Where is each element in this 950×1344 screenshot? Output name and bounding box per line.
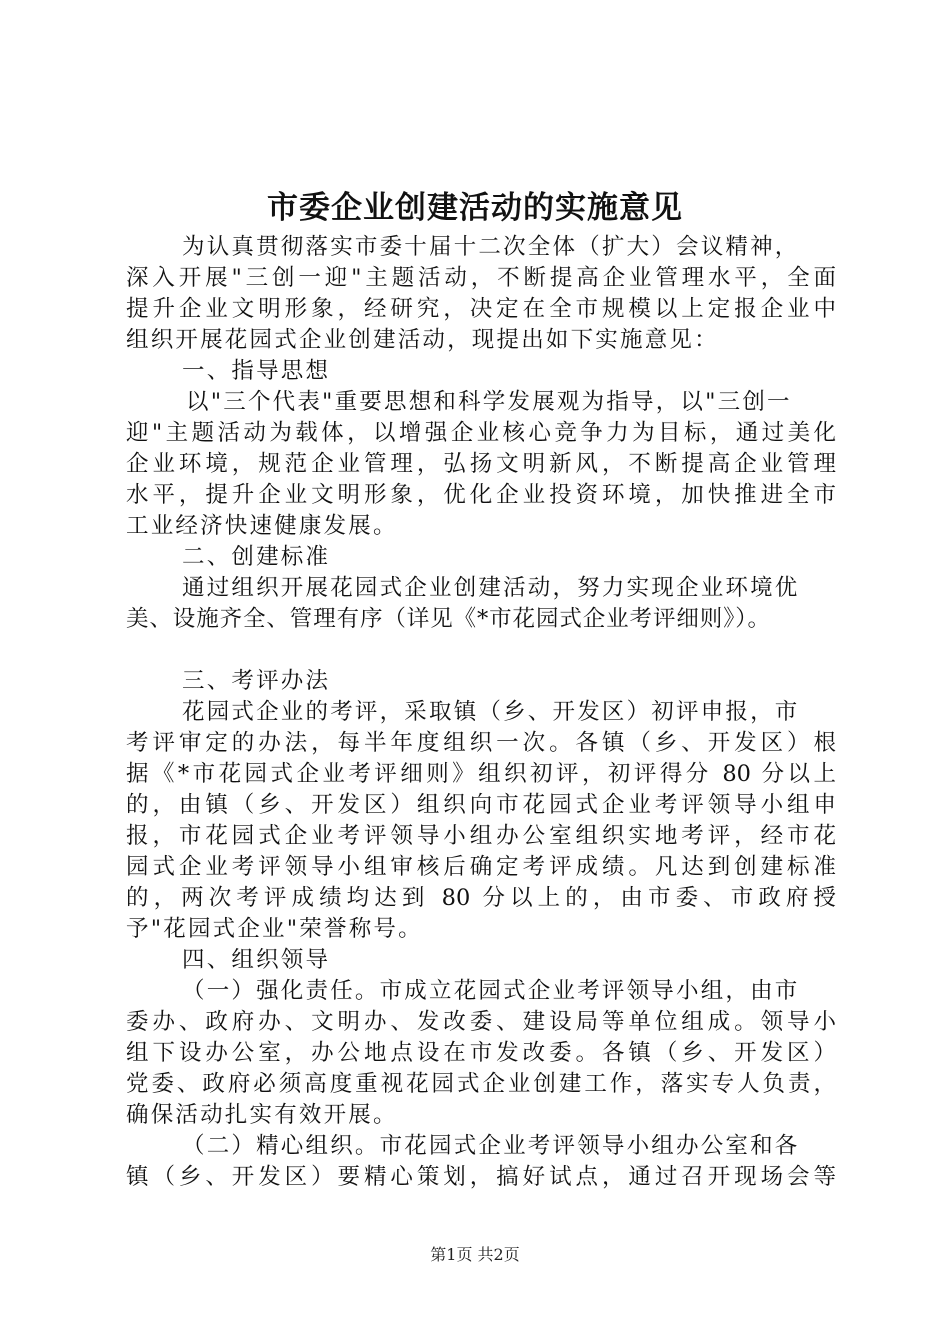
paragraph-line: 工业经济快速健康发展。 [126, 513, 398, 539]
paragraph-line: 的，由镇（乡、开发区）组织向市花园式企业考评领导小组申 [126, 792, 836, 818]
paragraph-line: 组织开展花园式企业创建活动，现提出如下实施意见： [126, 327, 719, 353]
document-body [126, 232, 836, 1193]
section-heading: 一、指导思想 [182, 358, 331, 384]
paragraph-line: 据《*市花园式企业考评细则》组织初评，初评得分 80 分以上 [126, 761, 836, 787]
paragraph-line: 的，两次考评成绩均达到 80 分以上的，由市委、市政府授 [126, 885, 836, 911]
paragraph-line: 美、设施齐全、管理有序（详见《*市花园式企业考评细则》）。 [126, 606, 771, 632]
paragraph-line: 园式企业考评领导小组审核后确定考评成绩。凡达到创建标准 [126, 854, 836, 880]
section-heading: 三、考评办法 [182, 668, 331, 694]
paragraph-line: 以"三个代表"重要思想和科学发展观为指导，以"三创一 [186, 389, 792, 415]
paragraph-line: 委办、政府办、文明办、发改委、建设局等单位组成。领导小 [126, 1009, 836, 1035]
section-heading: 二、创建标准 [182, 544, 331, 570]
paragraph-line: （二）精心组织。市花园式企业考评领导小组办公室和各 [182, 1133, 800, 1159]
paragraph-line: 为认真贯彻落实市委十届十二次全体（扩大）会议精神， [182, 234, 800, 260]
paragraph-line: 花园式企业的考评，采取镇（乡、开发区）初评申报，市 [182, 699, 800, 725]
paragraph-line: 确保活动扎实有效开展。 [126, 1102, 398, 1128]
section-heading: 四、组织领导 [182, 947, 331, 973]
paragraph-line: 企业环境，规范企业管理，弘扬文明新风，不断提高企业管理 [126, 451, 836, 477]
paragraph-line: 提升企业文明形象，经研究，决定在全市规模以上定报企业中 [126, 296, 836, 322]
document-title: 市委企业创建活动的实施意见 [267, 190, 683, 226]
paragraph-line: 予"花园式企业"荣誉称号。 [126, 916, 423, 942]
blank-line [126, 635, 836, 666]
paragraph-line: 深入开展"三创一迎"主题活动，不断提高企业管理水平，全面 [126, 265, 836, 291]
paragraph-line: 水平，提升企业文明形象，优化企业投资环境，加快推进全市 [126, 482, 836, 508]
paragraph-line: 迎"主题活动为载体，以增强企业核心竞争力为目标，通过美化 [126, 420, 836, 446]
page-footer: 第1页 共2页 [430, 1245, 520, 1264]
paragraph-line: 报，市花园式企业考评领导小组办公室组织实地考评，经市花 [126, 823, 836, 849]
paragraph-line: 镇（乡、开发区）要精心策划，搞好试点，通过召开现场会等 [126, 1164, 836, 1190]
paragraph-line: 考评审定的办法，每半年度组织一次。各镇（乡、开发区）根 [126, 730, 836, 756]
paragraph-line: （一）强化责任。市成立花园式企业考评领导小组，由市 [182, 978, 800, 1004]
paragraph-line: 通过组织开展花园式企业创建活动，努力实现企业环境优 [182, 575, 800, 601]
paragraph-line: 组下设办公室，办公地点设在市发改委。各镇（乡、开发区） [126, 1040, 836, 1066]
paragraph-line: 党委、政府必须高度重视花园式企业创建工作，落实专人负责， [126, 1071, 836, 1097]
